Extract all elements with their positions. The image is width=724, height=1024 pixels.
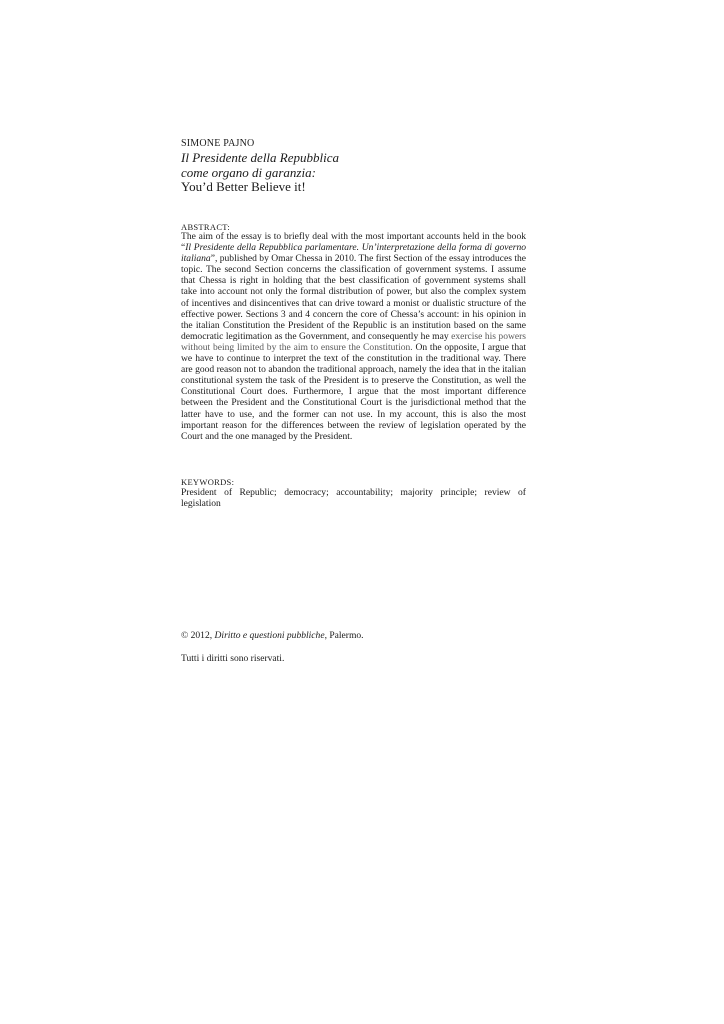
rights-notice: Tutti i diritti sono riservati. bbox=[181, 653, 285, 664]
title-line-1: Il Presidente della Repubblica bbox=[181, 150, 339, 165]
title-line-2: come organo di garanzia: bbox=[181, 164, 316, 180]
abstract-book-title: Il Presidente della Repubblica parlamentare. Un’interpretazione della forma di governo italiana bbox=[181, 242, 526, 265]
abstract-part-1: The aim of the essay is to briefly deal with the most important accounts held in the book “ bbox=[181, 231, 526, 254]
abstract-label: ABSTRACT: bbox=[181, 222, 231, 232]
abstract-text bbox=[181, 231, 526, 442]
keywords-text: President of Republic; democracy; accountability; majority principle; review of legislation bbox=[181, 487, 526, 510]
abstract-part-2: ”, published by Omar Chessa in 2010. The first Section of the essay introduces the topic. The second Section concerns the classification of government systems. I assume that Chessa is right in holding that the best classification of government systems shall take into account not only the formal distribution of power, but also the complex system of incentives and disincentives that can drive toward a monist or dualistic structure of the effective power. Sections 3 and 4 concern the core of Chessa’s account: in his opinion in the italian Constitution the President of the Republic is an institution based on the same democratic legitimation as the Government, and consequently he may bbox=[181, 253, 526, 342]
article-title bbox=[181, 151, 339, 195]
copyright-prefix: © 2012, bbox=[181, 630, 215, 641]
copyright-line bbox=[181, 630, 364, 641]
author-name: SIMONE PAJNO bbox=[181, 138, 255, 149]
abstract-part-3: On the opposite, I argue that we have to continue to interpret the text of the constitution in the traditional way. There are good reason not to abandon the traditional approach, namely the idea that in the italian constitutional system the task of the President is to preserve the Constitution, as well the Constitutional Court does. Furthermore, I argue that the most important difference between the President and the Constitutional Court is the jurisdictional method that the latter have to use, and the former can not use. In my account, this is also the most important reason for the differences between the review of legislation operated by the Court and the one managed by the President. bbox=[181, 341, 526, 442]
keywords-label: KEYWORDS: bbox=[181, 477, 235, 487]
title-line-3: You’d Better Believe it! bbox=[181, 179, 306, 194]
journal-name: Diritto e questioni pubbliche bbox=[214, 630, 325, 641]
abstract-grey-part: exercise his powers without being limited by the aim to ensure the Constitution. bbox=[181, 330, 526, 353]
copyright-suffix: , Palermo. bbox=[324, 630, 364, 641]
